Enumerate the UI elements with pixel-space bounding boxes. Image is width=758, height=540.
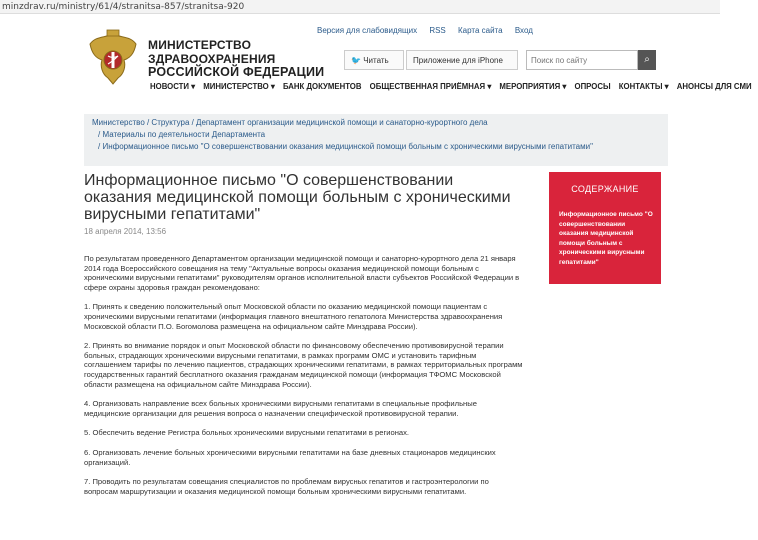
article-paragraph: 1. Принять к сведению положительный опыт Московской области по оказанию медицинской помощи пациентам с хроническими вирусными гепатитами (информация главного внештатного гепатолога Министерства здравоохранения Московской области П.О. Богомолова размещена на официальном сайте Минздрава России). bbox=[84, 302, 503, 331]
contents-link[interactable]: Информационное письмо "О совершенствовании оказания медицинской помощи больным с хроническими вирусными гепатитами" bbox=[559, 211, 653, 266]
contents-title: СОДЕРЖАНИЕ bbox=[571, 184, 639, 194]
nav-item-documents[interactable]: БАНК ДОКУМЕНТОВ bbox=[282, 82, 362, 91]
article-body bbox=[84, 254, 524, 506]
article-paragraph: По результатам проведенного Департаментом организации медицинской помощи и санаторно-курортного дела 21 января 2014 года Всероссийского совещания на тему "Актуальные вопросы оказания медицинской помощи больным с хроническими вирусными гепатитами" руководителям органов исполнительной власти субъектов Российской Федерации в сфере охраны здоровья граждан рекомендовано: bbox=[84, 254, 520, 292]
search-input[interactable] bbox=[526, 50, 638, 70]
sitemap-link[interactable]: Карта сайта bbox=[458, 26, 503, 35]
nav-item-events[interactable]: МЕРОПРИЯТИЯ ▾ bbox=[499, 82, 567, 91]
article-paragraph: 4. Организовать направление всех больных хроническими вирусными гепатитами в специальные профильные медицинские организации для решения вопроса о назначении специфической противовирусной терапии. bbox=[84, 399, 477, 418]
ministry-name-line1: МИНИСТЕРСТВО bbox=[148, 38, 252, 52]
twitter-bird-icon: 🐦 bbox=[351, 56, 361, 65]
article-paragraph: 7. Проводить по результатам совещания специалистов по проблемам вирусных гепатитов и гастроэнтерологии по вопросам маршрутизации и оказания медицинской помощи больным хроническими вирусными гепатитами. bbox=[84, 477, 489, 496]
breadcrumb bbox=[84, 114, 668, 166]
nav-item-polls[interactable]: ОПРОСЫ bbox=[574, 82, 611, 91]
ministry-name-line3: РОССИЙСКОЙ ФЕДЕРАЦИИ bbox=[148, 65, 325, 79]
login-link[interactable]: Вход bbox=[514, 26, 533, 35]
ministry-name-line2: ЗДРАВООХРАНЕНИЯ bbox=[148, 52, 276, 66]
breadcrumb-row-2[interactable]: / Материалы по деятельности Департамента bbox=[98, 130, 266, 139]
twitter-follow-button[interactable] bbox=[344, 50, 404, 70]
iphone-app-button[interactable] bbox=[406, 50, 518, 70]
publish-date: 18 апреля 2014, 13:56 bbox=[84, 227, 167, 236]
breadcrumb-row-1[interactable]: Министерство / Структура / Департамент организации медицинской помощи и санаторно-курортного дела bbox=[92, 118, 488, 127]
article-paragraph: 5. Обеспечить ведение Регистра больных хроническими вирусными гепатитами в регионах. bbox=[84, 428, 410, 438]
search-icon[interactable]: ⌕ bbox=[638, 50, 656, 70]
main-nav bbox=[150, 82, 752, 96]
page bbox=[80, 14, 752, 540]
twitter-follow-label: Читать bbox=[363, 56, 389, 65]
coat-of-arms-logo[interactable] bbox=[86, 28, 140, 86]
nav-item-reception[interactable]: ОБЩЕСТВЕННАЯ ПРИЁМНАЯ ▾ bbox=[369, 82, 492, 91]
article-paragraph: 6. Организовать лечение больных хроническими вирусными гепатитами на базе дневных стационаров медицинских организаций. bbox=[84, 447, 496, 467]
nav-item-contacts[interactable]: КОНТАКТЫ ▾ bbox=[618, 82, 669, 91]
page-title: Информационное письмо "О совершенствовании оказания медицинской помощи больным с хроническими вирусными гепатитами" bbox=[84, 172, 511, 223]
contents-box bbox=[549, 172, 661, 284]
nav-item-press[interactable]: АНОНСЫ ДЛЯ СМИ bbox=[676, 82, 752, 91]
nav-item-news[interactable]: НОВОСТИ ▾ bbox=[150, 82, 196, 91]
low-vision-link[interactable]: Версия для слабовидящих bbox=[317, 26, 418, 35]
address-bar[interactable]: minzdrav.ru/ministry/61/4/stranitsa-857/stranitsa-920 bbox=[0, 0, 720, 14]
article-paragraph: 2. Принять во внимание порядок и опыт Московской области по финансовому обеспечению противовирусной терапии больных, страдающих хроническими вирусными гепатитами, в рамках программ ОМС и установить тарифным соглашением тарифы по лечению пациентов, страдающих хроническими гепатитами, в рамках территориальных программ государственных гарантий бесплатного оказания гражданам медицинской помощи (информация ТФОМС Московской области размещена на официальном сайте Минздрава России). bbox=[84, 341, 523, 389]
rss-link[interactable]: RSS bbox=[429, 26, 446, 35]
iphone-app-label: Приложение для iPhone bbox=[413, 56, 503, 65]
breadcrumb-row-3[interactable]: / Информационное письмо "О совершенствовании оказания медицинской помощи больным с хроническими вирусными гепатитами" bbox=[98, 142, 593, 151]
top-links bbox=[317, 26, 543, 35]
nav-item-ministry[interactable]: МИНИСТЕРСТВО ▾ bbox=[203, 82, 275, 91]
